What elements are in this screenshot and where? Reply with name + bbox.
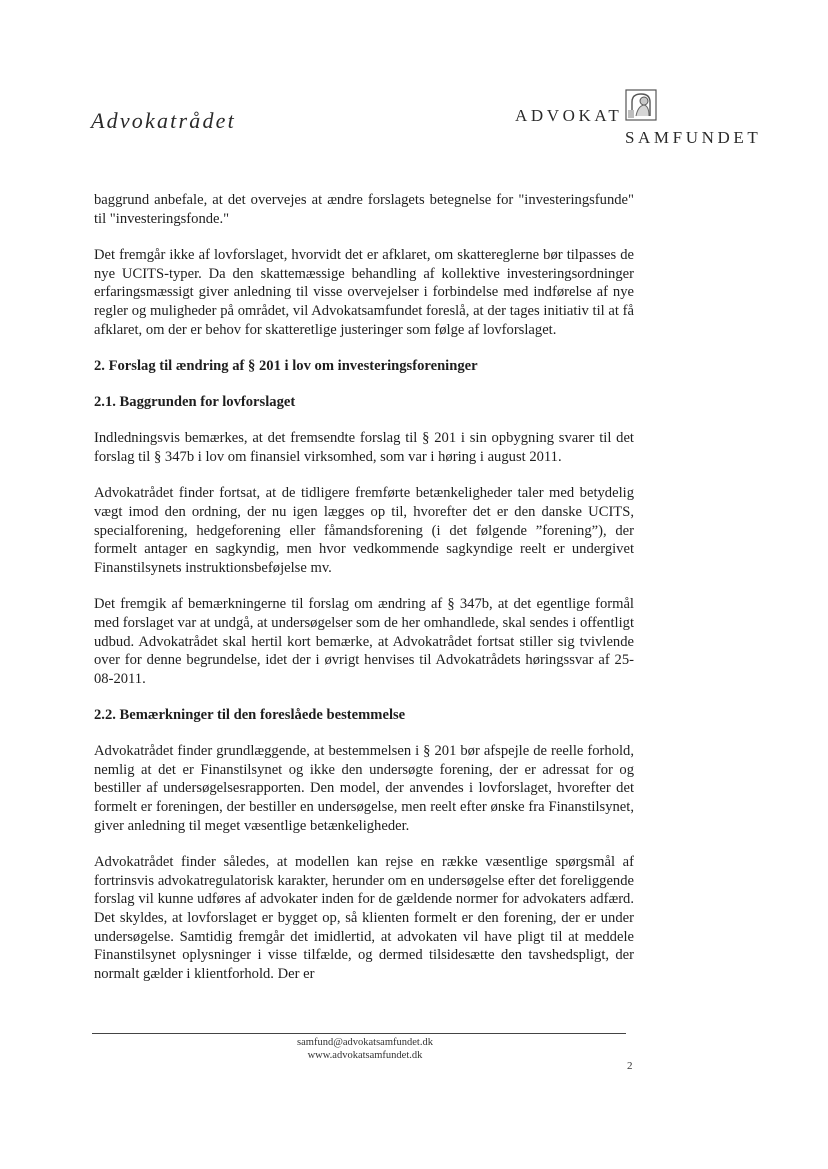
advokatsamfundet-logo: [515, 88, 765, 148]
letter-body: [94, 191, 634, 1001]
advokatsamfundet-emblem-icon: [622, 88, 662, 124]
paragraph: Indledningsvis bemærkes, at det fremsendte forslag til § 201 i sin opbygning svarer til det forslag til § 347b i lov om finansiel virksomhed, som var i høring i august 2011.: [94, 430, 634, 465]
section-heading: 2. Forslag til ændring af § 201 i lov om investeringsforeninger: [94, 358, 478, 375]
footer-divider: [92, 1033, 626, 1034]
paragraph: Advokatrådet finder fortsat, at de tidligere fremførte betænkeligheder taler med betydelig vægt imod den ordning, der nu igen lægges op til, hvorefter det er den danske UCITS, specialforening, hedgeforening eller fåmandsforening (i det følgende ”forening”), der formelt antager en sagkyndig, men hvor vedkommende sagkyndige reelt er undergivet Finanstilsynets instruktionsbeføjelse mv.: [94, 485, 634, 576]
logo-text-advokat: ADVOKAT: [515, 106, 623, 125]
subsection-heading: 2.1. Baggrunden for lovforslaget: [94, 394, 296, 411]
footer-email: samfund@advokatsamfundet.dk: [297, 1037, 433, 1048]
advokatraadet-logo-text: Advokatrådet: [91, 108, 236, 133]
paragraph: baggrund anbefale, at det overvejes at ændre forslagets betegnelse for "investeringsfunde" til "investeringsfonde.": [94, 192, 634, 227]
footer-website: www.advokatsamfundet.dk: [307, 1050, 423, 1061]
paragraph: Det fremgår ikke af lovforslaget, hvorvidt det er afklaret, om skattereglerne bør tilpasses de nye UCITS-typer. Da den skattemæssige behandling af kollektive investeringsordninger erfaringsmæssigt giver anledning til visse overvejelser i forbindelse med indførelse af nye regler og muligheder på området, vil Advokatsamfundet foreslå, at der tages initiativ til at få afklaret, om der er behov for skatteretlige justeringer som følge af lovforslaget.: [94, 247, 634, 338]
paragraph: Advokatrådet finder grundlæggende, at bestemmelsen i § 201 bør afspejle de reelle forhold, nemlig at det er Finanstilsynet og ikke den undersøgte forening, der er adressat for og bestiller af undersøgelsesrapporten. Den model, der anvendes i lovforslaget, hvorefter det formelt er foreningen, der bestiller en undersøgelse, men reelt efter ønske fra Finanstilsynet, giver anledning til meget væsentlige betænkeligheder.: [94, 743, 634, 834]
paragraph: Advokatrådet finder således, at modellen kan rejse en række væsentlige spørgsmål af fortrinsvis advokatregulatorisk karakter, herunder om en undersøgelse efter det foreliggende forslag vil kunne udføres af advokater inden for de gældende normer for advokaters adfærd. Det skyldes, at lovforslaget er bygget op, så klienten formelt er den forening, der er under undersøgelse. Samtidig fremgår det imidlertid, at advokaten vil have pligt til at meddele Finanstilsynet oplysninger i visse tilfælde, og dermed tilsidesætte den tavshedspligt, der normalt gælder i klientforhold. Der er: [94, 854, 634, 982]
subsection-heading: 2.2. Bemærkninger til den foreslåede bestemmelse: [94, 707, 406, 724]
footer: [150, 1036, 580, 1062]
page-number: 2: [627, 1060, 633, 1072]
paragraph: Det fremgik af bemærkningerne til forslag om ændring af § 347b, at det egentlige formål med forslaget var at undgå, at undersøgelser som de her omhandlede, skal sendes i offentligt udbud. Advokatrådet skal hertil kort bemærke, at Advokatrådet fortsat stiller sig tvivlende over for denne begrundelse, idet der i øvrigt henvises til Advokatrådets høringssvar af 25-08-2011.: [94, 596, 634, 687]
logo-text-samfundet: SAMFUNDET: [625, 128, 762, 147]
